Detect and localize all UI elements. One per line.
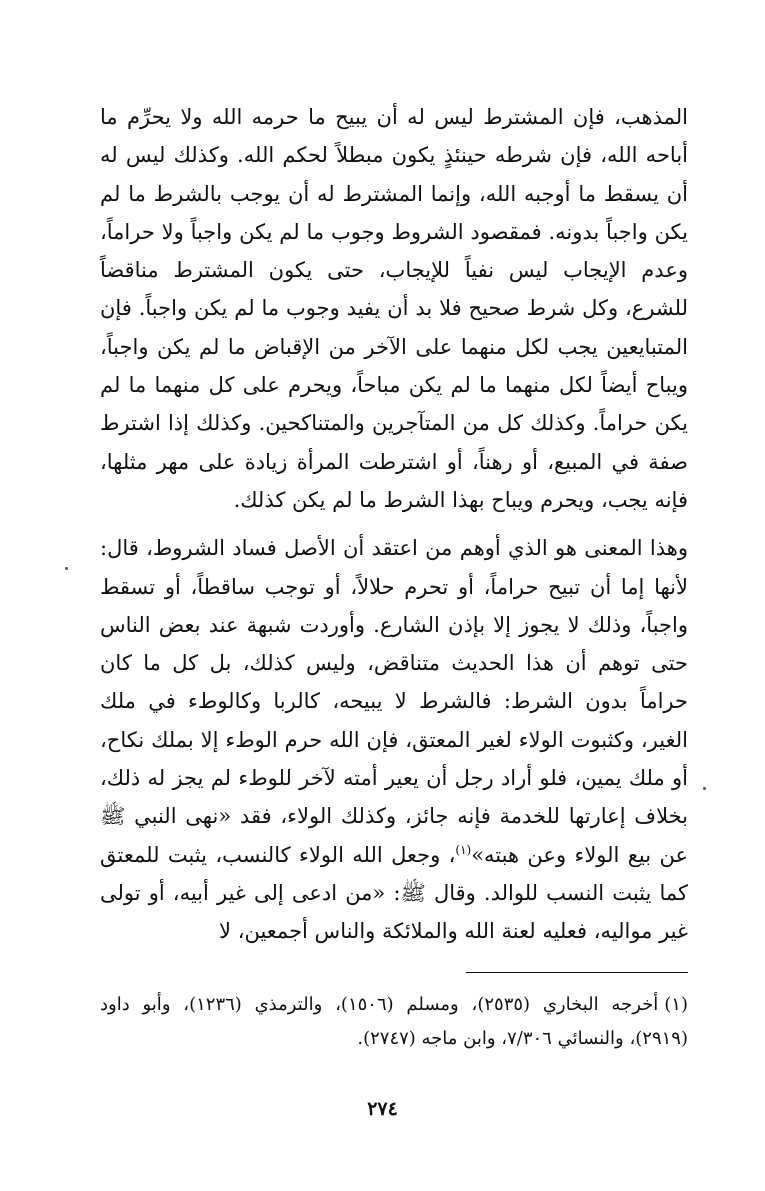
scan-speck: [65, 567, 68, 570]
footnote-1: [100, 988, 688, 1056]
footnote-number: (١): [664, 994, 688, 1015]
paragraph-2-continuation: ، وجعل الله الولاء كالنسب، يثبت للمعتق كما يثبت النسب للوالد. وقال ﷺ: «من ادعى إلى غير أبيه، أو تولى غير مواليه، فعليه لعنة الله والملائكة والناس أجمعين، لا: [100, 842, 688, 944]
scan-speck: [703, 787, 706, 790]
footnote-text: أخرجه البخاري (٢٥٣٥)، ومسلم (١٥٠٦)، والترمذي (١٢٣٦)، وأبو داود (٢٩١٩)، والنسائي ٧/٣٠٦، وابن ماجه (٢٧٤٧).: [100, 994, 688, 1049]
footnote-separator: [466, 972, 688, 973]
paragraph-2: [100, 529, 688, 950]
page-number: ٢٧٤: [367, 1098, 398, 1120]
footnote-reference[interactable]: (١): [455, 842, 472, 857]
paragraph-2-text: وهذا المعنى هو الذي أوهم من اعتقد أن الأصل فساد الشروط، قال: لأنها إما أن تبيح حراماً، أو تحرم حلالاً، أو توجب ساقطاً، أو تسقط واجباً، وذلك لا يجوز إلا بإذن الشارع. وأوردت شبهة عند بعض الناس حتى توهم أن هذا الحديث متناقض، وليس كذلك، بل كل ما كان حراماً بدون الشرط: فالشرط لا يبيحه، كالربا وكالوطء في ملك الغير، وكثبوت الولاء لغير المعتق، فإن الله حرم الوطء إلا بملك نكاح، أو ملك يمين، فلو أراد رجل أن يعير أمته لآخر للوطء لم يجز له ذلك، بخلاف إعارتها للخدمة فإنه جائز، وكذلك الولاء، فقد «نهى النبي ﷺ عن بيع الولاء وعن هبته»: [100, 536, 688, 867]
page-body: [100, 98, 688, 951]
paragraph-1: المذهب، فإن المشترط ليس له أن يبيح ما حرمه الله ولا يحرِّم ما أباحه الله، فإن شرطه حينئذٍ يكون مبطلاً لحكم الله. وكذلك ليس له أن يسقط ما أوجبه الله، وإنما المشترط له أن يوجب بالشرط ما لم يكن واجباً بدونه. فمقصود الشروط وجوب ما لم يكن واجباً ولا حراماً، وعدم الإيجاب ليس نفياً للإيجاب، حتى يكون المشترط مناقضاً للشرع، وكل شرط صحيح فلا بد أن يفيد وجوب ما لم يكن واجباً. فإن المتبايعين يجب لكل منهما على الآخر من الإقباض ما لم يكن واجباً، ويباح أيضاً لكل منهما ما لم يكن مباحاً، ويحرم على كل منهما ما لم يكن حراماً. وكذلك كل من المتآجرين والمتناكحين. وكذلك إذا اشترط صفة في المبيع، أو رهناً، أو اشترطت المرأة زيادة على مهر مثلها، فإنه يجب، ويحرم ويباح بهذا الشرط ما لم يكن كذلك.: [100, 105, 688, 512]
footnotes: [100, 988, 688, 1056]
